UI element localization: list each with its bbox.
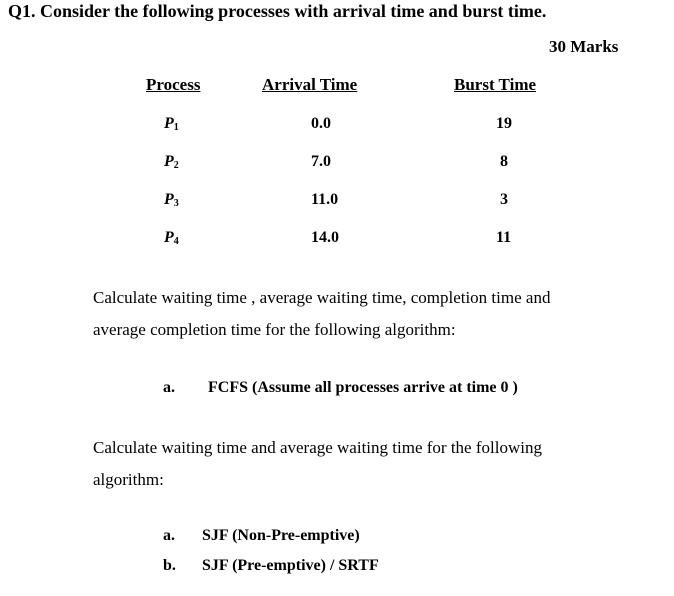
table-row-burst: 3 — [500, 191, 508, 208]
part2-instruction-line2: algorithm: — [93, 470, 164, 489]
part2-item-letter-a: a. — [163, 527, 175, 544]
table-row-arrival: 11.0 — [311, 191, 339, 208]
part1-item-letter: a. — [163, 379, 175, 396]
question-title: Q1. Consider the following processes with arrival time and burst time. — [8, 1, 547, 21]
header-arrival-time: Arrival Time — [262, 75, 358, 94]
table-row-process: $P_2$ — [164, 153, 179, 171]
part2-item-sjf-non-preemptive: SJF (Non-Pre-emptive) — [202, 527, 360, 544]
part1-instruction-line1: Calculate waiting time , average waiting time, completion time and — [93, 288, 551, 307]
part2-instruction-line1: Calculate waiting time and average waiting time for the following — [93, 438, 542, 457]
part2-item-letter-b: b. — [163, 557, 176, 574]
table-row-arrival: 14.0 — [311, 229, 339, 246]
part1-instruction-line2: average completion time for the following algorithm: — [93, 320, 456, 339]
table-row-burst: 19 — [496, 115, 512, 132]
part2-item-sjf-preemptive: SJF (Pre-emptive) / SRTF — [202, 557, 379, 574]
table-row-arrival: 7.0 — [311, 153, 331, 170]
table-row-process: $P_4$ — [164, 229, 179, 247]
table-row-burst: 8 — [500, 153, 508, 170]
table-row-burst: 11 — [496, 229, 512, 246]
table-row-process: $P_3$ — [164, 191, 179, 209]
table-row-process: $P_1$ — [164, 115, 179, 133]
part1-item-fcfs: FCFS (Assume all processes arrive at time 0 ) — [208, 379, 518, 396]
header-process: Process — [146, 75, 201, 94]
marks-label: 30 Marks — [549, 37, 619, 56]
header-burst-time: Burst Time — [454, 75, 537, 94]
table-row-arrival: 0.0 — [311, 115, 331, 132]
